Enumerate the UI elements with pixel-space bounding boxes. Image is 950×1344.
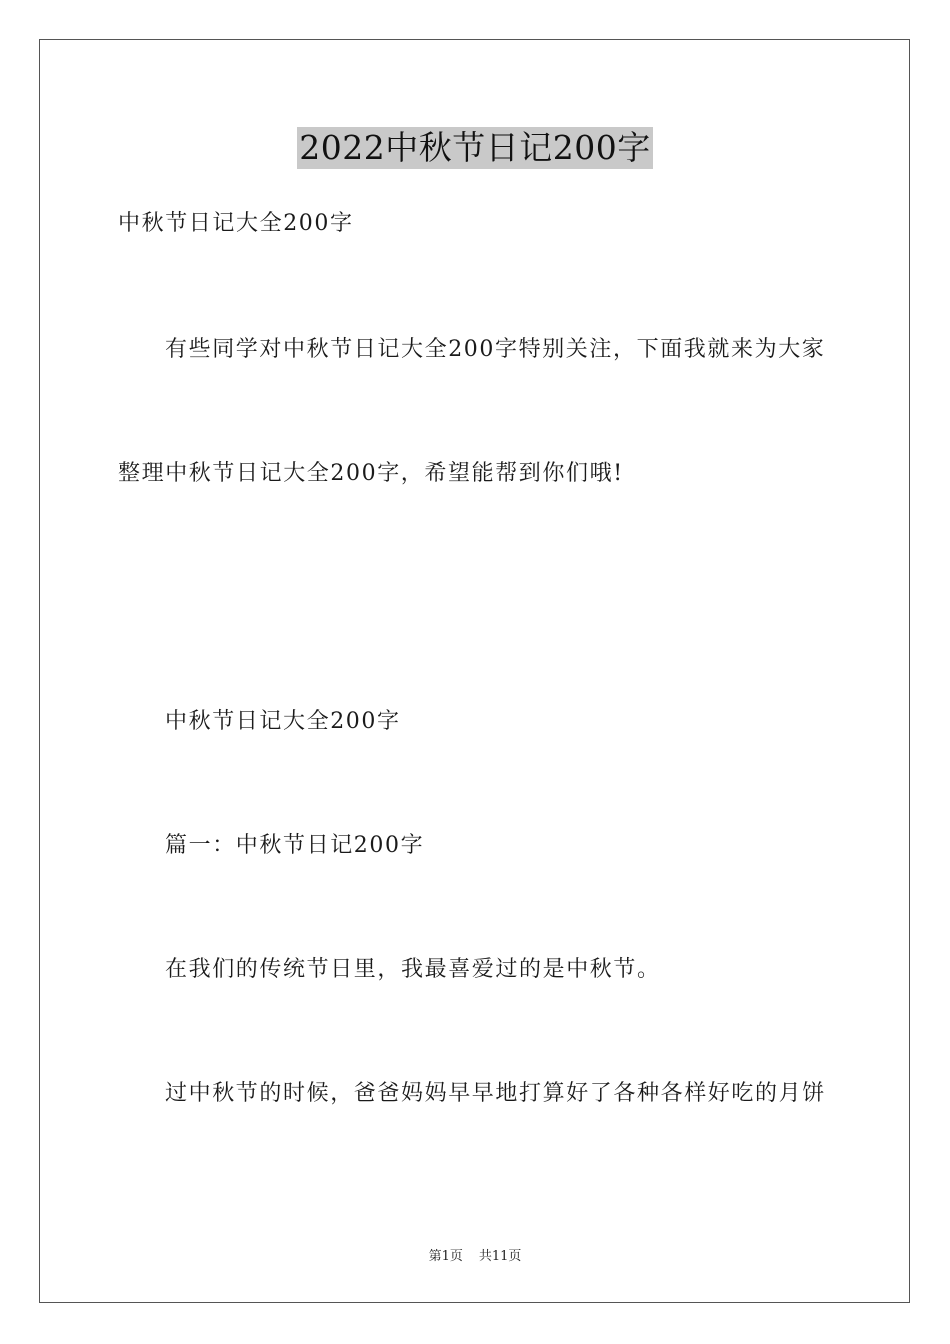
paragraph-1: 在我们的传统节日里，我最喜爱过的是中秋节。 bbox=[165, 957, 661, 982]
page-number-current: 第1页 bbox=[428, 1249, 463, 1264]
document-subtitle: 中秋节日记大全200字 bbox=[118, 211, 354, 236]
chapter-heading: 篇一：中秋节日记200字 bbox=[165, 833, 425, 858]
intro-line-2: 整理中秋节日记大全200字，希望能帮到你们哦! bbox=[118, 461, 624, 486]
page-number-total: 共11页 bbox=[478, 1249, 522, 1264]
paragraph-2: 过中秋节的时候，爸爸妈妈早早地打算好了各种各样好吃的月饼 bbox=[165, 1081, 826, 1106]
section-heading: 中秋节日记大全200字 bbox=[165, 709, 401, 734]
page-footer bbox=[0, 1248, 950, 1266]
intro-line-1: 有些同学对中秋节日记大全200字特别关注，下面我就来为大家 bbox=[165, 337, 826, 362]
document-title: 2022中秋节日记200字 bbox=[299, 128, 651, 167]
title-container bbox=[0, 127, 950, 169]
